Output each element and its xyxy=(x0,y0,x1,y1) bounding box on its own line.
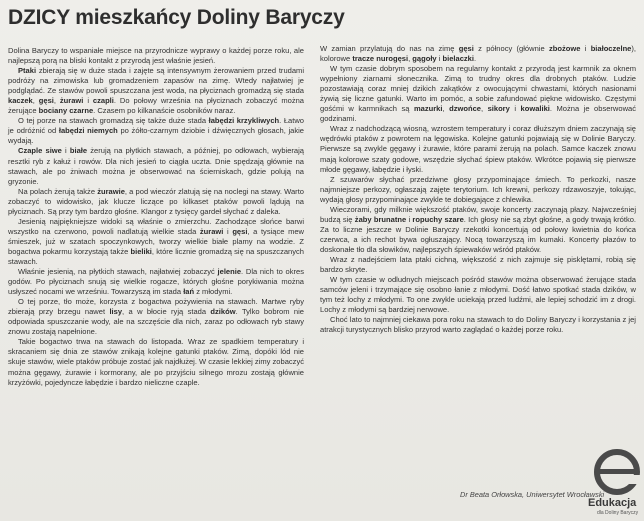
paragraph-text: i xyxy=(223,226,233,236)
article-paragraph xyxy=(320,175,636,205)
paragraph-text: , a pod wieczór zlatują się na noclegi na stawy. Warto zobaczyć to widowisko, jak klucze liczące po kilkaset ptaków powoli lądują na płyciznach. Są przy tym bardzo głośne. Klangor z tysięcy gardeł słychać z daleka. xyxy=(8,186,304,216)
highlighted-term: gęsi xyxy=(232,226,248,236)
article-paragraph xyxy=(320,64,636,124)
paragraph-text: Takie bogactwo trwa na stawach do listopada. Wraz ze spadkiem temperatury i skracaniem się dnia ze stawów znikają kolejne gatunki ptaków. Zimą, dopóki lód nie skuje stawów, wiele ptaków próbuje zostać jak najdłużej. W czasie lekkiej zimy zobaczyć można gęgawy, żurawie i kormorany, ale po przyjściu silnego mrozu zostają głównie krzyżówki, pojedyncze łabędzie i bardzo nieliczne czaple. xyxy=(8,337,304,387)
highlighted-term: gągoły xyxy=(412,54,437,64)
highlighted-term: dzwońce xyxy=(449,104,481,114)
paragraph-text: i xyxy=(83,96,93,106)
article-column-left xyxy=(8,46,304,388)
article-paragraph xyxy=(8,66,304,116)
highlighted-term: czapli xyxy=(92,96,114,106)
highlighted-term: żurawie xyxy=(97,186,125,196)
article-paragraph xyxy=(8,187,304,217)
paragraph-text: , które licznie gromadzą się na spuszczanych stawach. xyxy=(8,246,304,266)
article-paragraph xyxy=(8,267,304,297)
paragraph-text: Na polach żerują także xyxy=(18,186,98,196)
paragraph-text: zbierają się w duże stada i zajęte są intensywnym żerowaniem przed trudami podróży na zimowiska lub gromadzeniem zapasów na zimę. Wtedy najłatwiej je podglądać. Ze stawów powoli spuszczana jest woda, na płyciznach gromadzą się stada xyxy=(8,66,304,96)
article-paragraph xyxy=(320,205,636,255)
paragraph-text: i xyxy=(509,104,521,114)
highlighted-term: żurawi xyxy=(59,96,84,106)
highlighted-term: białoczelne xyxy=(590,44,632,53)
paragraph-text: Dolina Baryczy to wspaniałe miejsce na przyrodnicze wyprawy o każdej porze roku, ale najlepszą porą na bliski kontakt z przyrodą jest właśnie jesień. xyxy=(8,46,304,66)
article-paragraph xyxy=(8,337,304,387)
highlighted-term: ropuchy szare xyxy=(412,214,464,224)
highlighted-term: kaczek xyxy=(8,96,33,106)
highlighted-term: białe xyxy=(69,146,88,156)
paragraph-text: , a w błocie ryją stada xyxy=(122,307,211,317)
article-paragraph xyxy=(320,44,636,64)
article-paragraph xyxy=(8,46,304,66)
article-paragraph xyxy=(8,116,304,146)
paragraph-text: i xyxy=(436,54,443,64)
article-paragraph xyxy=(320,124,636,174)
paragraph-text: , xyxy=(53,96,60,106)
article-column-right xyxy=(320,44,636,335)
paragraph-text: O tej porze na stawach gromadzą się także duże stada xyxy=(18,116,209,126)
paragraph-text: . Do połowy września na płyciznach zobaczyć można żerujące xyxy=(8,96,305,116)
article-title: DZICY mieszkańcy Doliny Baryczy xyxy=(8,6,345,29)
article-paragraph xyxy=(8,297,304,337)
highlighted-term: gęsi xyxy=(38,96,54,106)
highlighted-term: lisy xyxy=(109,307,123,317)
paragraph-text: i xyxy=(406,214,413,224)
paragraph-text: , xyxy=(480,104,488,114)
highlighted-term: bieliki xyxy=(130,246,152,256)
paragraph-text: , xyxy=(442,104,450,114)
paragraph-text: . Ich głosy nie są zbyt głośne, a gody trwają krótko. Za to liczne jeszcze w Dolinie Baryczy rzekotki koncertują od połowy kwietnia do końca czerwca, a ich rechot bywa ogłuszający. Nocą towarzyszą im kumaki. Koncerty płazów to doskonałe tło dla słowików, najlepszych śpiewaków wśród ptaków. xyxy=(320,214,637,254)
author-signature: Dr Beata Orłowska, Uniwersytet Wrocławski xyxy=(460,490,605,499)
paragraph-text: W tym czasie dobrym sposobem na regularny kontakt z przyrodą jest karmnik za oknem wypełniony ziarnami słonecznika. Zimą to trudny okres dla drobnych ptaków. Ludzie pozostawiają coraz mniej dzikich zakątków z owocującymi chwastami, których nasionami żywią się liczne gatunki. Warto im pomóc, a sobie zafundować piękne widowisko. Częstymi gośćmi w karmnikach są xyxy=(320,64,636,114)
paragraph-text: . xyxy=(473,54,477,64)
highlighted-term: gęsi xyxy=(458,44,474,53)
paragraph-text: Wieczorami, gdy milknie większość ptaków, swoje koncerty zaczynają płazy. Najwcześniej budzą się xyxy=(320,204,636,224)
paragraph-text: W tym czasie w odludnych miejscach pośród stawów można obserwować żerujące stada samców jeleni i trzymające się osobno łanie z młodymi. Dość łatwo spotkać stada dzików, w tym też lochy z młodymi. To one zwykle uciekają przed ludźmi, ale lepiej schodzić im z drogi. Lochy z młodymi są bardziej nerwowe. xyxy=(320,275,636,315)
paragraph-text: żerują na płytkich stawach, a później, po odłowach, wybierają resztki ryb z kałuż i rowów. Dla nich jesień to ciągła uczta. Dnie spędzają głównie na stawach, ale po żniwach można je obserwować na ścierniskach, gdzie polują na gryzonie. xyxy=(8,146,304,186)
paragraph-text: , xyxy=(408,54,413,64)
paragraph-text: z północy (głównie xyxy=(473,44,549,53)
paragraph-text: . Dla nich to okres godów. Po płyciznach snują się wielkie rogacze, których głośne porykiwania można usłyszeć nocami we wrześniu. Towarzyszą im stada xyxy=(8,267,304,297)
highlighted-term: żurawi xyxy=(199,226,224,236)
paragraph-text: W zamian przylatują do nas na zimę xyxy=(320,44,459,53)
highlighted-term: zbożowe xyxy=(548,44,581,53)
logo-text: Edukacja xyxy=(588,497,637,509)
highlighted-term: sikory xyxy=(487,104,510,114)
highlighted-term: łabędzi niemych xyxy=(58,126,118,136)
highlighted-term: łań xyxy=(183,287,195,297)
highlighted-term: bociany czarne xyxy=(38,106,94,116)
paragraph-text: O tej porze, tło może, korzysta z bogactwa pożywienia na stawach. Martwe ryby zbierają przy brzegu nawet xyxy=(8,297,304,317)
article-paragraph xyxy=(8,217,304,267)
paragraph-text: Wraz z nadchodzącą wiosną, wzrostem temperatury i coraz dłuższym dniem zaczynają się wędrówki ptaków z powrotem na lęgowiska. Kolejne gatunki pojawiają się w Dolinie Baryczy. Pierwsze są zwykle gęgawy i żurawie, które parami żerują na polach. Samce kaczek znowu mają kolorowe szaty godowe, wszędzie słychać śpiew ptaków. Wkrótce pojawią się pierwsze młode gęgawy, łabędzie i łyski. xyxy=(320,124,636,174)
paragraph-text: i xyxy=(580,44,591,53)
paragraph-text: Choć lato to najmniej ciekawa pora roku na stawach to do Doliny Baryczy i korzystania z jej atrakcji turystycznych blisko przyrod warto zaglądać o każdej porze roku. xyxy=(320,315,636,335)
highlighted-term: Ptaki xyxy=(18,66,37,76)
logo-subtitle: dla Doliny Baryczy xyxy=(597,510,639,516)
paragraph-text: Wraz z nadejściem lata ptaki cichną, większość z nich zajmuje się pisklętami, robią się bardzo skryte. xyxy=(320,254,636,275)
paragraph-text: z młodymi. xyxy=(194,287,233,297)
highlighted-term: Czaple siwe xyxy=(18,146,62,156)
highlighted-term: żaby brunatne xyxy=(354,214,407,224)
highlighted-term: tracze nurogęsi xyxy=(352,54,409,64)
paragraph-text: Jesienią najpiękniejsze widoki są właśnie o zmierzchu. Zachodzące słońce barwi wszystko na czerwono, powoli nadlatują wielkie stada xyxy=(8,216,304,236)
paragraph-text: po żółto-czarnym dziobie i dźwięcznych głosach, jakie wydają. xyxy=(8,126,305,146)
paragraph-text: . Łatwo je odróżnić od xyxy=(8,116,304,136)
highlighted-term: dzików xyxy=(210,307,236,317)
highlighted-term: łabędzi krzykliwych xyxy=(208,116,280,126)
paragraph-text: i xyxy=(61,146,70,156)
paragraph-text: ), kolorowe xyxy=(320,44,636,64)
highlighted-term: jelenie xyxy=(217,267,242,277)
article-paragraph xyxy=(320,275,636,315)
article-paragraph xyxy=(8,146,304,186)
highlighted-term: mazurki xyxy=(413,104,443,114)
paragraph-text: , xyxy=(32,96,39,106)
paragraph-text: , a tysiące mew śmieszek, już w szatach spoczynkowych, tworzy wielkie białe plamy na wodzie. Z bogactwa pokarmu korzystają także xyxy=(8,226,304,256)
highlighted-term: bielaczki xyxy=(442,54,474,64)
article-paragraph xyxy=(320,255,636,275)
paragraph-text: . Można je obserwować godzinami. xyxy=(320,104,636,124)
paragraph-text: . Tylko bobrom nie odpowiada spuszczanie wody, ale na szczęście dla nich, zaraz po odłowach ryb stawy znowu zostają napełnione. xyxy=(8,307,304,337)
highlighted-term: kowaliki xyxy=(520,104,550,114)
paragraph-text: Właśnie jesienią, na płytkich stawach, najłatwiej zobaczyć xyxy=(18,267,218,277)
paragraph-text: Z szuwarów słychać przedziwne głosy przypominające śmiech. To perkozki, nasze najmniejsze perkozy, ogłaszają zajęte terytorium. Ich krewni, perkozy rdzawoszyje, tokując, wydają głosy przypominające zwykle te dobiegające z chlewika. xyxy=(320,174,636,204)
article-paragraph xyxy=(320,315,636,335)
paragraph-text: . Czasem po kilkanaście osobników naraz. xyxy=(93,106,236,116)
